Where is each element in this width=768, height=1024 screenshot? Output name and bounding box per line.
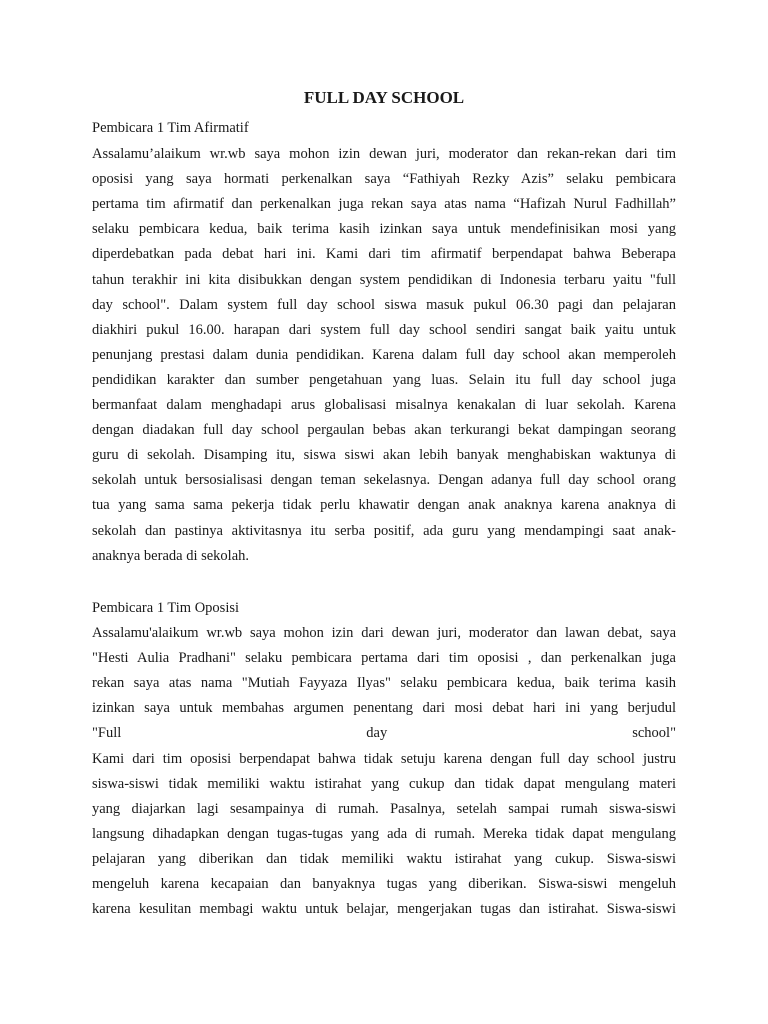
paragraph-line: sekolah untuk bersosialisasi dengan teman sekelasnya. Dengan adanya full day school orang [92, 472, 676, 489]
paragraph-line: tahun terakhir ini kita disibukkan dengan system pendidikan di Indonesia terbaru yaitu "full [92, 271, 676, 288]
paragraph-line: rekan saya atas nama "Mutiah Fayyaza Ilyas" selaku pembicara kedua, baik terima kasih [92, 675, 676, 692]
paragraph-line: tua yang sama sama pekerja tidak perlu khawatir dengan anak anaknya karena anaknya di [92, 497, 676, 514]
paragraph-line: guru di sekolah. Disamping itu, siswa siswi akan lebih banyak menghabiskan waktunya di [92, 447, 676, 464]
paragraph-line: "Hesti Aulia Pradhani" selaku pembicara pertama dari tim oposisi , dan perkenalkan juga [92, 650, 676, 667]
paragraph-line: langsung dihadapkan dengan tugas-tugas yang ada di rumah. Mereka tidak dapat mengulang [92, 825, 676, 842]
paragraph-line: selaku pembicara kedua, baik terima kasih izinkan saya untuk mendefinisikan mosi yang [92, 221, 676, 238]
paragraph-line: diperdebatkan pada debat hari ini. Kami dari tim afirmatif berpendapat bahwa Beberapa [92, 246, 676, 263]
paragraph-line: Kami dari tim oposisi berpendapat bahwa tidak setuju karena dengan full day school justru [92, 750, 676, 767]
paragraph-line: bermanfaat dalam menghadapi arus globalisasi misalnya kenakalan di luar sekolah. Karena [92, 397, 676, 413]
paragraph-line: izinkan saya untuk membahas argumen penentang dari mosi debat hari ini yang berjudul [92, 700, 676, 717]
paragraph-line: oposisi yang saya hormati perkenalkan saya “Fathiyah Rezky Azis” selaku pembicara [92, 171, 676, 188]
paragraph-line: pendidikan karakter dan sumber pengetahuan yang luas. Selain itu full day school juga [92, 371, 676, 388]
paragraph-line: penunjang prestasi dalam dunia pendidikan. Karena dalam full day school akan memperoleh [92, 346, 676, 363]
paragraph-line: siswa-siswi tidak memiliki waktu istirahat yang cukup dan tidak dapat mengulang materi [92, 775, 676, 792]
paragraph-line: Assalamu’alaikum wr.wb saya mohon izin dewan juri, moderator dan rekan-rekan dari tim [92, 146, 676, 162]
section-heading: Pembicara 1 Tim Afirmatif [92, 120, 249, 136]
paragraph-line: mengeluh karena kecapaian dan banyaknya tugas yang diberikan. Siswa-siswi mengeluh [92, 876, 676, 892]
paragraph-line: diakhiri pukul 16.00. harapan dari system full day school sendiri sangat baik yaitu untuk [92, 321, 676, 338]
paragraph-line: pertama tim afirmatif dan perkenalkan juga rekan saya atas nama “Hafizah Nurul Fadhillah” [92, 196, 676, 213]
paragraph-line: day school". Dalam system full day school siswa masuk pukul 06.30 pagi dan pelajaran [92, 296, 676, 313]
paragraph-line: anaknya berada di sekolah. [92, 547, 250, 564]
paragraph-line: sekolah dan pastinya aktivitasnya itu serba positif, ada guru yang mendampingi saat anak- [92, 522, 676, 539]
paragraph-line: yang diajarkan lagi sesampainya di rumah. Pasalnya, setelah sampai rumah siswa-siswi [92, 800, 676, 817]
paragraph-line: Assalamu'alaikum wr.wb saya mohon izin dari dewan juri, moderator dan lawan debat, saya [92, 625, 676, 641]
section-heading: Pembicara 1 Tim Oposisi [92, 600, 240, 616]
document-title: FULL DAY SCHOOL [303, 88, 465, 107]
paragraph-line: dengan diadakan full day school pergaulan bebas akan terkurangi bekat dampingan seorang [92, 422, 676, 439]
paragraph-line: "Full day school" [92, 725, 676, 742]
paragraph-line: pelajaran yang diberikan dan tidak memiliki waktu istirahat yang cukup. Siswa-siswi [92, 850, 676, 867]
paragraph-line: karena kesulitan membagi waktu untuk belajar, mengerjakan tugas dan istirahat. Siswa-siswi [92, 901, 676, 918]
